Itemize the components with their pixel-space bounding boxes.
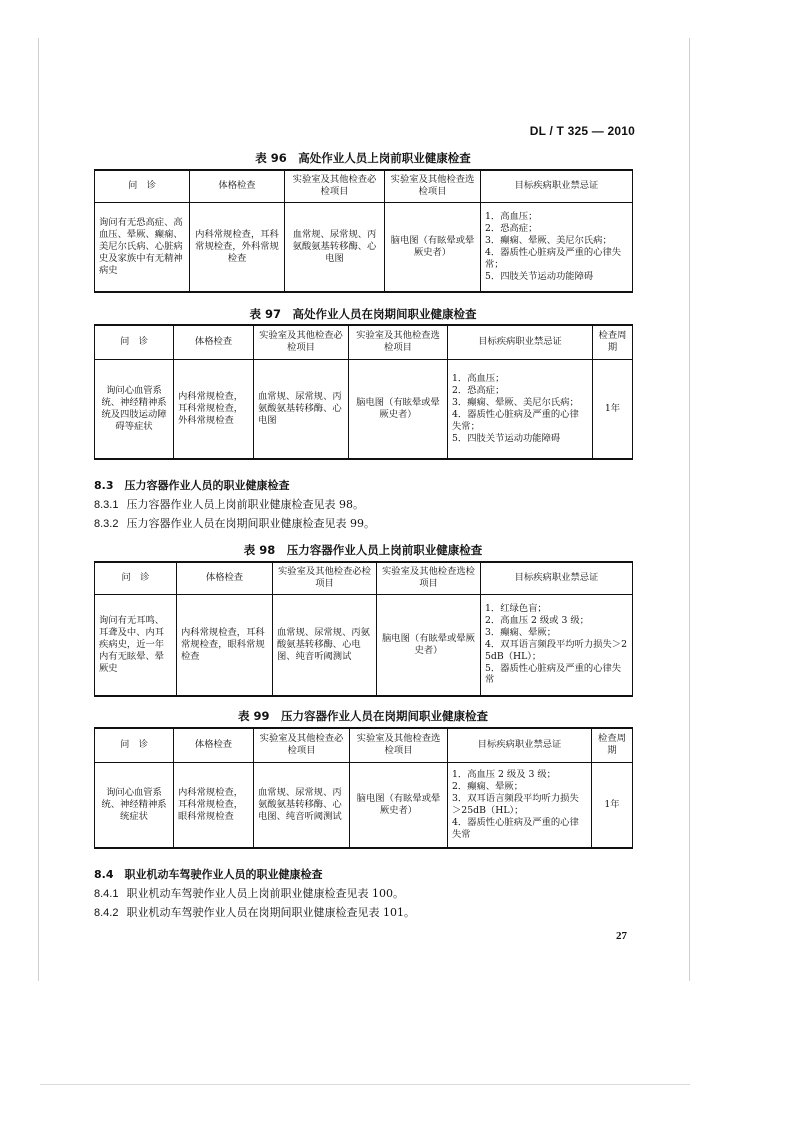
clause-text: 压力容器作业人员上岗前职业健康检查见表 98。 xyxy=(126,498,364,511)
cell-lab-required: 血常规、尿常规、丙氨酸氨基转移酶、心电图、纯音听阈测试 xyxy=(273,594,377,696)
cell-exam-period: 1年 xyxy=(593,359,633,459)
cell-physical-exam: 内科常规检查，耳科常规检查，外科常规检查 xyxy=(174,359,254,459)
target-item: 2．恐高症； xyxy=(452,384,505,396)
table-row xyxy=(95,202,633,292)
header-target-disease: 目标疾病职业禁忌证 xyxy=(448,325,593,359)
table-98 xyxy=(94,561,633,697)
cell-lab-optional: 脑电图（有眩晕或晕厥史者） xyxy=(350,762,448,848)
header-physical-exam: 体格检查 xyxy=(177,562,273,594)
table-99 xyxy=(94,727,633,849)
page-edge-right xyxy=(689,38,690,981)
header-exam-period: 检查周期 xyxy=(592,728,633,762)
target-item: 1．红绿色盲； xyxy=(485,603,547,615)
target-item: 4．器质性心脏病及严重的心律失常 xyxy=(452,816,579,840)
clause-number: 8.3.2 xyxy=(94,518,119,530)
table-row xyxy=(95,359,633,459)
clause-text: 职业机动车驾驶作业人员上岗前职业健康检查见表 100。 xyxy=(126,887,404,900)
table-98-title: 表 98 压力容器作业人员上岗前职业健康检查 xyxy=(243,543,483,557)
table-99-header-row xyxy=(95,728,633,762)
target-item: 4．器质性心脏病及严重的心律失常； xyxy=(452,408,579,432)
page-edge-left xyxy=(38,38,39,981)
cell-target-disease xyxy=(448,762,592,848)
target-item: 1．高血压； xyxy=(452,373,505,385)
cell-physical-exam: 内科常规检查，耳科常规检查，眼科常规检查 xyxy=(174,762,254,848)
clause-8-4-1 xyxy=(94,885,404,901)
section-8-4-heading: 8.4 职业机动车驾驶作业人员的职业健康检查 xyxy=(94,868,323,881)
table-97-title: 表 97 高处作业人员在岗期间职业健康检查 xyxy=(249,307,477,321)
clause-number: 8.3.1 xyxy=(94,499,119,511)
target-item: 1．高血压； xyxy=(485,211,538,223)
target-item: 2．高血压 2 级或 3 级； xyxy=(485,615,589,627)
header-physical-exam: 体格检查 xyxy=(174,325,254,359)
table-row xyxy=(95,762,633,848)
clause-8-3-2 xyxy=(94,515,375,531)
target-item: 5．四肢关节运动功能障碍 xyxy=(485,270,594,282)
header-lab-optional: 实验室及其他检查选检项目 xyxy=(350,728,448,762)
standard-code: DL / T 325 — 2010 xyxy=(529,124,635,138)
header-lab-required: 实验室及其他检查必检项目 xyxy=(254,728,350,762)
clause-number: 8.4.2 xyxy=(94,907,119,919)
clause-number: 8.4.1 xyxy=(94,888,119,900)
header-target-disease: 目标疾病职业禁忌证 xyxy=(448,728,592,762)
cell-inquiry: 询问有无恐高症、高血压、晕厥、癫痫、美尼尔氏病、心脏病史及家族中有无精神病史 xyxy=(95,202,190,292)
header-physical-exam: 体格检查 xyxy=(174,728,254,762)
header-lab-optional: 实验室及其他检查选检项目 xyxy=(385,170,481,202)
header-lab-optional: 实验室及其他检查选检项目 xyxy=(377,562,481,594)
target-item: 3．癫痫、晕厥、美尼尔氏病； xyxy=(485,234,612,246)
cell-lab-optional: 脑电图（有眩晕或晕厥史者） xyxy=(377,594,481,696)
table-96 xyxy=(94,169,633,293)
table-97-header-row xyxy=(95,325,633,359)
cell-inquiry: 询问心血管系统、神经精神系统症状 xyxy=(95,762,174,848)
header-exam-period: 检查周期 xyxy=(593,325,633,359)
target-item: 4．双耳语言频段平均听力损失＞25dB（HL）； xyxy=(485,638,627,662)
footer-rule xyxy=(40,1084,690,1085)
cell-lab-required: 血常规、尿常规、丙氨酸氨基转移酶、心电图 xyxy=(254,359,349,459)
section-8-3-heading: 8.3 压力容器作业人员的职业健康检查 xyxy=(94,479,290,492)
cell-lab-required: 血常规、尿常规、丙氨酸氨基转移酶、心电图、纯音听阈测试 xyxy=(254,762,350,848)
cell-lab-required: 血常规、尿常规、丙氨酸氨基转移酶、心电图 xyxy=(285,202,385,292)
target-item: 3．双耳语言频段平均听力损失＞25dB（HL）； xyxy=(452,792,579,816)
header-target-disease: 目标疾病职业禁忌证 xyxy=(481,170,633,202)
clause-text: 压力容器作业人员在岗期间职业健康检查见表 99。 xyxy=(126,517,375,530)
table-96-header-row xyxy=(95,170,633,202)
cell-target-disease xyxy=(481,202,633,292)
table-96-title: 表 96 高处作业人员上岗前职业健康检查 xyxy=(255,151,471,165)
clause-text: 职业机动车驾驶作业人员在岗期间职业健康检查见表 101。 xyxy=(126,906,415,919)
table-row xyxy=(95,594,633,696)
target-item: 2．恐高症； xyxy=(485,222,538,234)
header-lab-required: 实验室及其他检查必检项目 xyxy=(273,562,377,594)
header-inquiry: 问 诊 xyxy=(95,325,174,359)
target-item: 3．癫痫、晕厥、美尼尔氏病； xyxy=(452,396,579,408)
table-98-header-row xyxy=(95,562,633,594)
page-number: 27 xyxy=(616,930,627,942)
clause-8-4-2 xyxy=(94,904,415,920)
cell-target-disease xyxy=(481,594,633,696)
target-item: 5．四肢关节运动功能障碍 xyxy=(452,432,561,444)
header-lab-required: 实验室及其他检查必检项目 xyxy=(285,170,385,202)
cell-exam-period: 1年 xyxy=(592,762,633,848)
cell-physical-exam: 内科常规检查，耳科常规检查，外科常规检查 xyxy=(190,202,285,292)
target-item: 1．高血压 2 级及 3 级； xyxy=(452,769,556,781)
cell-lab-optional: 脑电图（有眩晕或晕厥史者） xyxy=(385,202,481,292)
target-item: 5．器质性心脏病及严重的心律失常 xyxy=(485,662,622,686)
target-item: 4．器质性心脏病及严重的心律失常； xyxy=(485,246,622,270)
cell-target-disease xyxy=(448,359,593,459)
header-target-disease: 目标疾病职业禁忌证 xyxy=(481,562,633,594)
header-physical-exam: 体格检查 xyxy=(190,170,285,202)
header-lab-optional: 实验室及其他检查选检项目 xyxy=(349,325,448,359)
header-lab-required: 实验室及其他检查必检项目 xyxy=(254,325,349,359)
header-inquiry: 问 诊 xyxy=(95,728,174,762)
header-inquiry: 问 诊 xyxy=(95,562,177,594)
target-item: 3．癫痫、晕厥； xyxy=(485,626,556,638)
header-inquiry: 问 诊 xyxy=(95,170,190,202)
table-97 xyxy=(94,324,633,460)
target-item: 2．癫痫、晕厥； xyxy=(452,780,523,792)
cell-inquiry: 询问有无耳鸣、耳聋及中、内耳疾病史，近一年内有无眩晕、晕厥史 xyxy=(95,594,177,696)
cell-physical-exam: 内科常规检查，耳科常规检查，眼科常规检查 xyxy=(177,594,273,696)
clause-8-3-1 xyxy=(94,496,364,512)
cell-lab-optional: 脑电图（有眩晕或晕厥史者） xyxy=(349,359,448,459)
cell-inquiry: 询问心血管系统、神经精神系统及四肢运动障碍等症状 xyxy=(95,359,174,459)
table-99-title: 表 99 压力容器作业人员在岗期间职业健康检查 xyxy=(237,709,488,723)
